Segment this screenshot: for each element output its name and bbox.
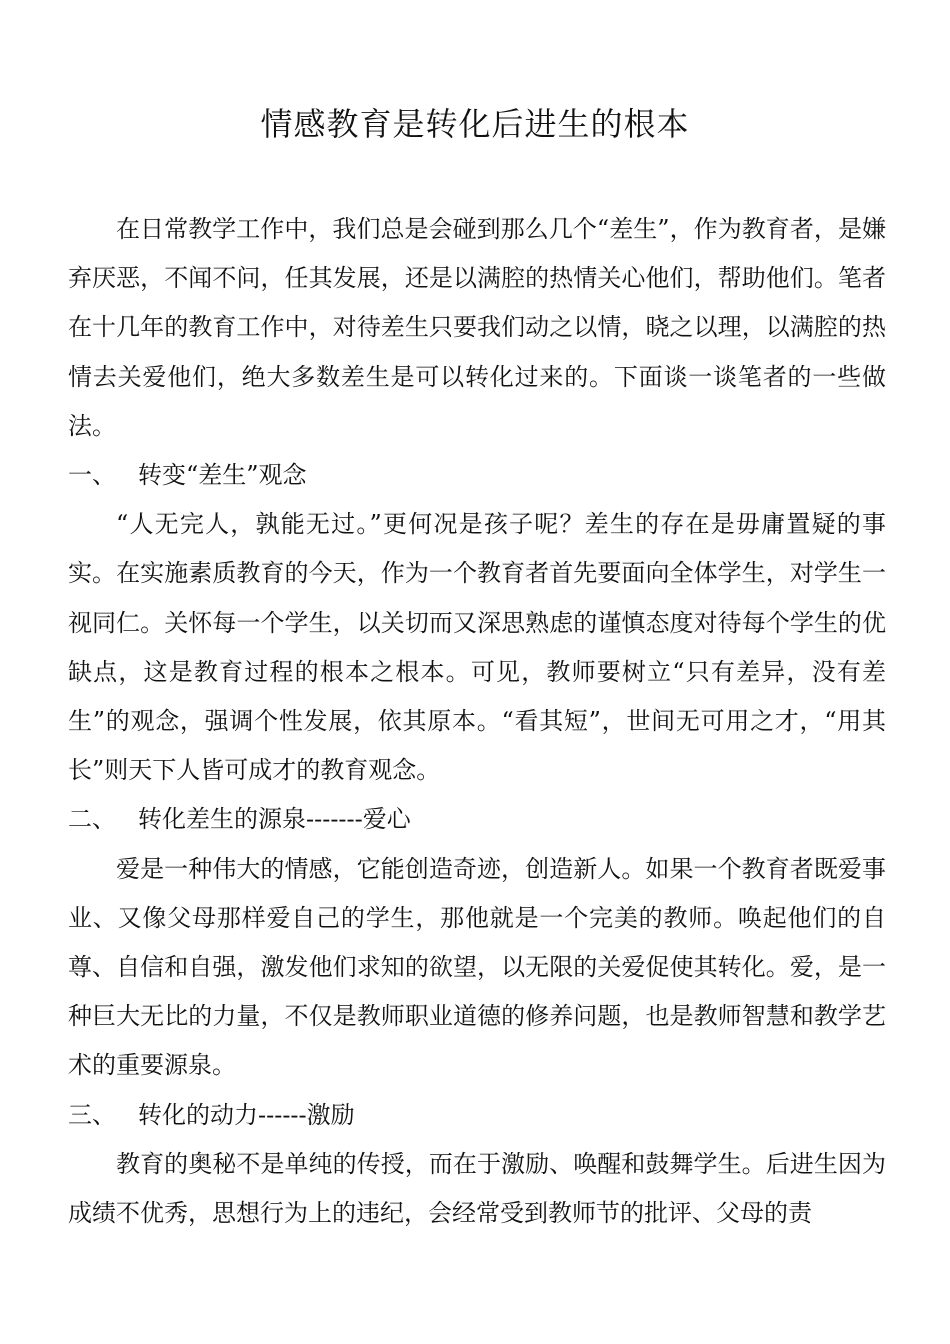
- section-heading-text: 转化的动力------激励: [138, 1100, 355, 1129]
- section-heading-text: 转变“差生”观念: [138, 461, 307, 490]
- section-heading-2: [68, 795, 886, 844]
- document-body: [68, 205, 886, 1238]
- section-number: 三、: [68, 1100, 116, 1129]
- section-heading-3: [68, 1091, 886, 1140]
- document-title: 情感教育是转化后进生的根本: [260, 105, 690, 143]
- section-number: 二、: [68, 805, 116, 834]
- section-paragraph-1: “人无完人，孰能无过。”更何况是孩子呢？差生的存在是毋庸置疑的事实。在实施素质教育的今天，作为一个教育者首先要面向全体学生，对学生一视同仁。关怀每一个学生，以关切而又深思熟虑的谨慎态度对待每个学生的优缺点，这是教育过程的根本之根本。可见，教师要树立“只有差异，没有差生”的观念，强调个性发展，依其原本。“看其短”，世间无可用之才，“用其长”则天下人皆可成才的教育观念。: [68, 510, 886, 785]
- section-paragraph-2: 爱是一种伟大的情感，它能创造奇迹，创造新人。如果一个教育者既爱事业、又像父母那样爱自己的学生，那他就是一个完美的教师。唤起他们的自尊、自信和自强，激发他们求知的欲望，以无限的关爱促使其转化。爱，是一种巨大无比的力量，不仅是教师职业道德的修养问题，也是教师智慧和教学艺术的重要源泉。: [68, 854, 886, 1080]
- section-number: 一、: [68, 461, 116, 490]
- intro-paragraph: 在日常教学工作中，我们总是会碰到那么几个“差生”，作为教育者，是嫌弃厌恶，不闻不问，任其发展，还是以满腔的热情关心他们，帮助他们。笔者在十几年的教育工作中，对待差生只要我们动之以情，晓之以理，以满腔的热情去关爱他们，绝大多数差生是可以转化过来的。下面谈一谈笔者的一些做法。: [68, 215, 886, 440]
- section-paragraph-3: 教育的奥秘不是单纯的传授，而在于激励、唤醒和鼓舞学生。后进生因为成绩不优秀，思想行为上的违纪，会经常受到教师节的批评、父母的责: [68, 1149, 886, 1228]
- section-heading-text: 转化差生的源泉-------爱心: [138, 805, 411, 834]
- section-heading-1: [68, 451, 886, 500]
